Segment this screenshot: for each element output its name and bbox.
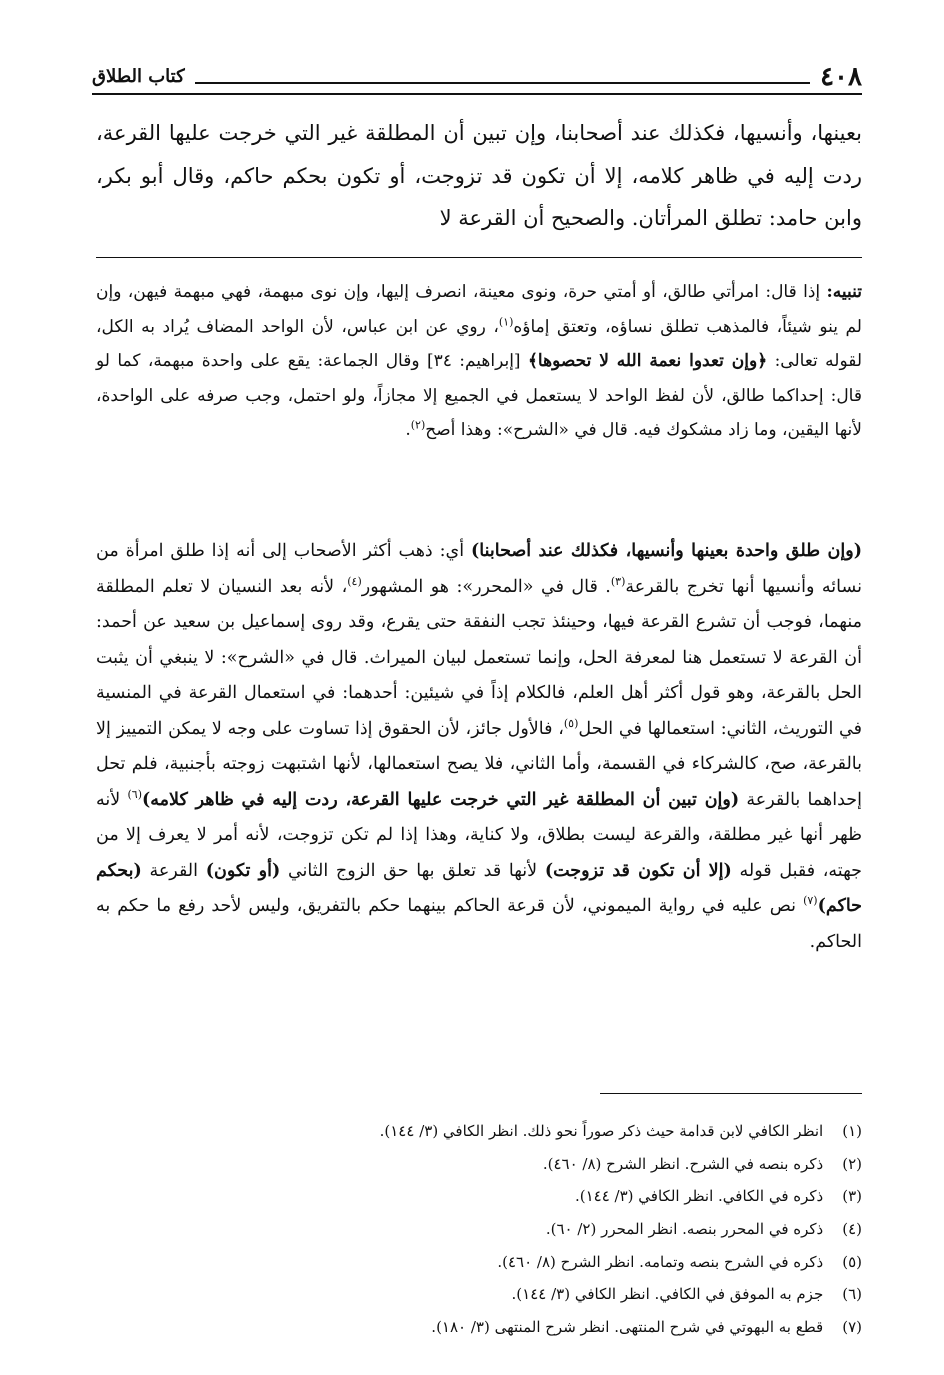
sharh-text: القرعة — [149, 860, 198, 881]
footnote-number: (٣) — [842, 1187, 862, 1206]
footnote-text: انظر الكافي لابن قدامة حيث ذكر صوراً نحو ذلك. انظر الكافي (٣/ ١٤٤). — [379, 1122, 824, 1140]
page-header — [92, 58, 862, 92]
footnote-text: ذكره في الشرح بنصه وتمامه. انظر الشرح (٨/ ٤٦٠). — [497, 1252, 824, 1271]
note-label: تنبيه: — [826, 282, 863, 302]
matn-paragraph — [96, 112, 862, 240]
note-text: . — [405, 420, 411, 440]
footnote-item — [96, 1280, 862, 1313]
matn-separator — [96, 257, 862, 258]
sharh-paragraph — [96, 534, 862, 960]
footnote-item — [96, 1150, 862, 1183]
sharh-text: أي: ذهب أكثر الأصحاب إلى أنه إذا طلق امرأة من نسائه وأنسيها أنها تخرج بالقرعة — [96, 541, 862, 597]
footnote-item — [96, 1117, 862, 1150]
quran-verse: ﴿وإن تعدوا نعمة الله لا تحصوها﴾ — [527, 351, 768, 371]
footnote-ref: (١) — [498, 314, 514, 328]
footnote-number: (٧) — [842, 1318, 862, 1337]
note-text: إذا قال: امرأتي طالق، أو أمتي حرة، ونوى معينة، انصرف إليها، وإن نوى مبهمة، فهي مبهمة فيهن، وإن لم ينو شيئاً، فالمذهب تطلق نساؤه، وتعتق إماؤه — [96, 282, 862, 337]
header-rule — [195, 82, 810, 84]
note-paragraph — [96, 275, 862, 448]
note-text: ، روي عن ابن عباس، لأن الواحد المضاف يُراد به الكل، لقوله تعالى: — [96, 316, 863, 371]
footnote-item — [96, 1313, 862, 1346]
footnote-ref: (٣) — [610, 574, 626, 588]
footnote-ref: (٥) — [563, 716, 579, 730]
footnote-ref: (٤) — [347, 574, 362, 588]
footnote-text: جزم به الموفق في الكافي. انظر الكافي (٣/ ١٤٤). — [511, 1285, 824, 1304]
footnote-ref: (٧) — [803, 894, 818, 908]
footnotes-rule — [600, 1093, 862, 1094]
note-text: [إبراهيم: ٣٤] وقال الجماعة: يقع على واحدة مبهمة، كما لو قال: إحداكما طالق، لأن لفظ الواحد لا يستعمل في الجميع إلا مجازاً، ولو احتمل، وجب صرفه على الواحدة، لأنها اليقين، وما زاد مشكوك فيه. قال في «الشرح»: وهذا أصح — [96, 351, 862, 440]
sharh-text: ، لأنه بعد النسيان لا تعلم المطلقة منهما، فوجب أن تشرع القرعة فيها، وحينئذ تجب النفقة حتى يقرع، وقد روى إسماعيل بن سعيد عن أحمد: أن القرعة لا تستعمل هنا لمعرفة الحل، وإنما تستعمل لبيان الميراث. قال في «الشرح»: لا ينبغي أن يثبت الحل بالقرعة، وهو قول أكثر أهل العلم، فالكلام إذاً في شيئين: أحدهما: في استعمال القرعة في المنسية في التوريث، الثاني: استعمالها في الحل — [96, 576, 863, 739]
footnote-text: ذكره في المحرر بنصه. انظر المحرر (٢/ ٦٠). — [545, 1220, 824, 1239]
header-divider — [92, 93, 862, 95]
matn-quote: (وإن طلق واحدة بعينها وأنسيها، فكذلك عند أصحابنا) — [470, 541, 862, 561]
footnote-number: (٢) — [842, 1154, 862, 1173]
footnote-item — [96, 1248, 862, 1281]
sharh-text: . قال في «المحرر»: هو المشهور — [361, 576, 611, 597]
footnote-text: قطع به البهوتي في شرح المنتهى. انظر شرح المنتهى (٣/ ١٨٠). — [431, 1318, 824, 1337]
footnote-number: (١) — [842, 1122, 862, 1140]
footnote-number: (٥) — [842, 1252, 862, 1271]
footnote-item — [96, 1182, 862, 1215]
footnote-number: (٤) — [842, 1220, 862, 1239]
book-title: كتاب الطلاق — [92, 66, 185, 87]
matn-quote: (بحكم حاكم) — [96, 860, 862, 916]
footnote-ref: (٦) — [127, 787, 143, 801]
matn-quote: (إلا أن تكون قد تزوجت) — [544, 860, 732, 881]
sharh-text: لأنها قد تعلق بها حق الزوج الثاني — [287, 860, 538, 881]
footnote-item — [96, 1215, 862, 1248]
footnote-number: (٦) — [842, 1285, 862, 1304]
matn-text: بعينها، وأنسيها، فكذلك عند أصحابنا، وإن تبين أن المطلقة غير التي خرجت عليها القرعة، ردت إليه في ظاهر كلامه، إلا أن تكون قد تزوجت، أو تكون بحكم حاكم، وقال أبو بكر، وابن حامد: تطلق المرأتان. والصحيح أن القرعة لا — [96, 121, 862, 230]
footnote-text: ذكره في الكافي. انظر الكافي (٣/ ١٤٤). — [574, 1187, 824, 1206]
matn-quote: (وإن تبين أن المطلقة غير التي خرجت عليها القرعة، ردت إليه في ظاهر كلامه) — [142, 789, 740, 810]
sharh-text: ، فالأول جائز، لأن الحقوق إذا تساوت على وجه لا يمكن التمييز إلا بالقرعة، صح، كالشركاء في القسمة، وأما الثاني، فلا يصح استعمالها، لأنها اشتبهت زوجته بأجنبية، فلم تحل إحداهما بالقرعة — [96, 718, 862, 810]
footnotes — [96, 1117, 862, 1346]
sharh-text: نص عليه في رواية الميموني، لأن قرعة الحاكم بينهما حكم بالتفريق، وليس لأحد رفع ما حكم به الحاكم. — [96, 896, 862, 952]
footnote-text: ذكره بنصه في الشرح. انظر الشرح (٨/ ٤٦٠). — [542, 1154, 824, 1173]
page-number: ٤٠٨ — [820, 62, 862, 92]
footnote-ref: (٢) — [410, 418, 426, 432]
sharh-text: لأنه ظهر أنها غير مطلقة، والقرعة ليست بطلاق، ولا كناية، وهذا إذا لم تكن تزوجت، لأنه أمر لا يعرف إلا من جهته، فقبل قوله — [96, 789, 862, 881]
matn-quote: (أو تكون) — [205, 860, 281, 881]
